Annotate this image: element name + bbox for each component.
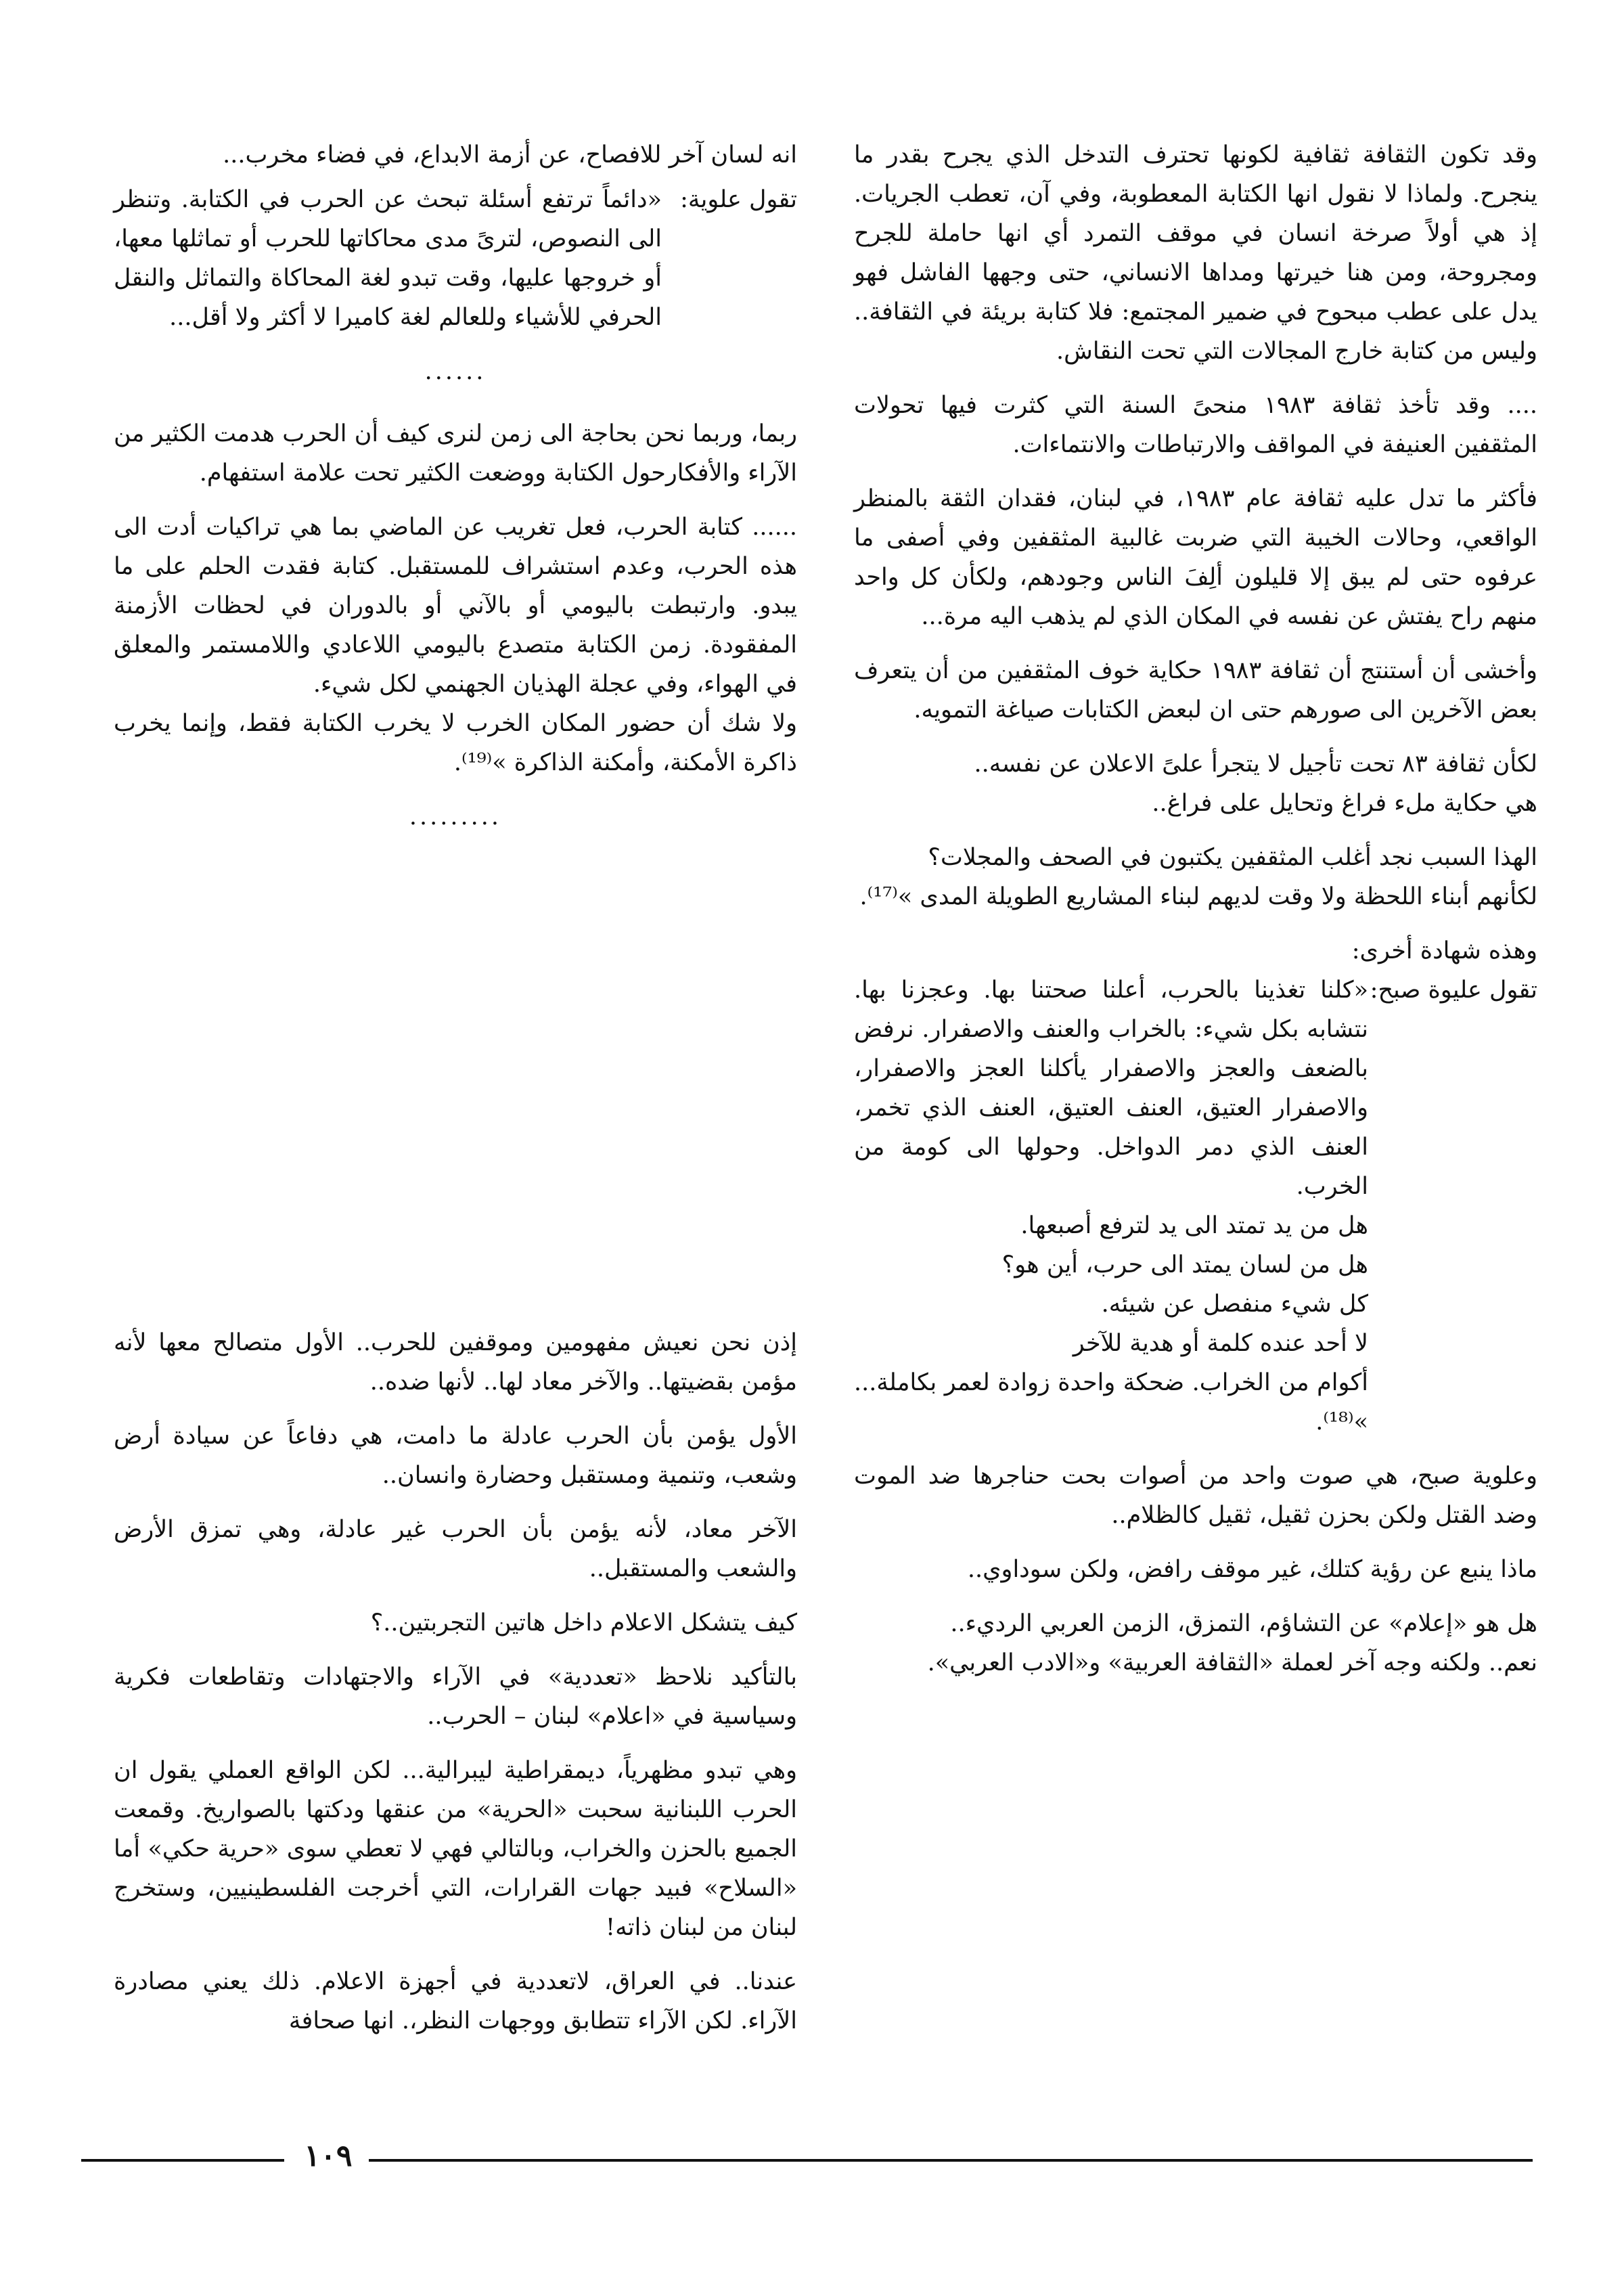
paragraph: لكأنهم أبناء اللحظة ولا وقت لديهم لبناء المشاريع الطويلة المدى »⁽¹⁷⁾. <box>859 883 1537 910</box>
quote-text <box>854 971 1368 1442</box>
paragraph: وأخشى أن أستنتج أن ثقافة ١٩٨٣ حكاية خوف المثقفين من أن يتعرف بعض الآخرين الى صورهم حتى ان لبعض الكتابات صياغة التمويه. <box>854 657 1537 723</box>
left-column-bottom <box>114 1323 797 2055</box>
left-column-top <box>114 135 797 860</box>
paragraph: ...... كتابة الحرب، فعل تغريب عن الماضي بما هي تراكيات أدت الى هذه الحرب، وعدم استشراف للمستقبل. كتابة فقدت الحلم على ما يبدو. وارتبطت باليومي أو بالآني أو بالدوران في لحظات الأزمنة المفقودة. زمن الكتابة متصدع باليومي اللاعادي واللامستمر والمعلق في الهواء، وفي عجلة الهذيان الجهنمي لكل شيء. <box>114 514 797 698</box>
paragraph: ربما، وربما نحن بحاجة الى زمن لنرى كيف أن الحرب هدمت الكثير من الآراء والأفكارحول الكتابة ووضعت الكثير تحت علامة استفهام. <box>114 420 797 487</box>
paragraph: الهذا السبب نجد أغلب المثقفين يكتبون في الصحف والمجلات؟ <box>928 844 1537 871</box>
paragraph: هل هو «إعلام» عن التشاؤم، التمزق، الزمن العربي الرديء.. <box>950 1610 1537 1637</box>
quote-block <box>854 971 1537 1442</box>
right-column <box>854 135 1537 1697</box>
page-number: ١٠٩ <box>304 2139 353 2173</box>
quote-block <box>114 180 797 337</box>
quote-line: «كلنا تغذينا بالحرب، أعلنا صحتنا بها. وعجزنا بها. نتشابه بكل شيء: بالخراب والعنف والاصفرار. نرفض بالضعف والعجز والاصفرار يأكلنا العجز والاصفرار، والاصفرار العتيق، العنف العتيق، العنف الذي تخمر، العنف الذي دمر الدواخل. وحولها الى كومة من الخرب. <box>854 977 1368 1200</box>
paragraph: إذن نحن نعيش مفهومين وموقفين للحرب.. الأول متصالح معها لأنه مؤمن بقضيتها.. والآخر معاد لها.. لأنها ضده.. <box>114 1329 797 1396</box>
paragraph: وعلوية صبح، هي صوت واحد من أصوات بحت حناجرها ضد الموت وضد القتل ولكن بحزن ثقيل، ثقيل كالظلام.. <box>854 1463 1537 1529</box>
paragraph: نعم.. ولكنه وجه آخر لعملة «الثقافة العربية» و«الادب العربي». <box>927 1649 1537 1676</box>
paragraph: بالتأكيد نلاحظ «تعددية» في الآراء والاجتهادات وتقاطعات فكرية وسياسية في «اعلام» لبنان – الحرب.. <box>114 1664 797 1730</box>
paragraph: وقد تكون الثقافة ثقافية لكونها تحترف التدخل الذي يجرح بقدر ما ينجرح. ولماذا لا نقول انها الكتابة المعطوبة، وفي آن، تعطب الجريات. إذ هي أولاً صرخة انسان في موقف التمرد أي انها حاملة للجرح ومجروحة، ومن هنا خيرتها ومداها الانساني، حتى وجهها الفاشل فهو يدل على عطب مبحوح في ضمير المجتمع: فلا كتابة بريئة في الثقافة.. وليس من كتابة خارج المجالات التي تحت النقاش. <box>854 141 1537 365</box>
quote-line: لا أحد عنده كلمة أو هدية للآخر <box>1073 1330 1368 1357</box>
quote-line: هل من لسان يمتد الى حرب، أين هو؟ <box>1001 1251 1368 1278</box>
quote-line: هل من يد تمتد الى يد لترفع أصبعها. <box>1020 1212 1368 1239</box>
paragraph: الآخر معاد، لأنه يؤمن بأن الحرب غير عادلة، وهي تمزق الأرض والشعب والمستقبل.. <box>114 1516 797 1582</box>
separator-dots: ...... <box>424 358 487 385</box>
paragraph: ولا شك أن حضور المكان الخرب لا يخرب الكتابة فقط، وإنما يخرب ذاكرة الأمكنة، وأمكنة الذاكرة »⁽¹⁹⁾. <box>114 710 797 776</box>
footer-rule-right <box>369 2159 1533 2162</box>
paragraph: هي حكاية ملء فراغ وتحايل على فراغ.. <box>1152 790 1537 817</box>
paragraph: وهي تبدو مظهرياً، ديمقراطية ليبرالية... لكن الواقع العملي يقول ان الحرب اللبنانية سحبت «الحرية» من عنقها ودكتها بالصواريخ. وقمعت الجميع بالحزن والخراب، وبالتالي فهي لا تعطي سوى «حرية حكي» أما «السلاح» فبيد جهات القرارات، التي أخرجت الفلسطينيين، وستخرج لبنان من لبنان ذاته! <box>114 1757 797 1941</box>
quote-speaker: تقول علوية: <box>680 186 797 213</box>
quote-line: أكوام من الخراب. ضحكة واحدة زوادة لعمر بكاملة... »⁽¹⁸⁾. <box>854 1369 1368 1435</box>
paragraph: .... وقد تأخذ ثقافة ١٩٨٣ منحىً السنة التي كثرت فيها تحولات المثقفين العنيفة في المواقف والارتباطات والانتماءات. <box>854 392 1537 458</box>
footer-rule-left <box>81 2159 284 2162</box>
line: لكأن ثقافة ٨٣ تحت تأجيل لا يتجرأ علىً الاعلان عن نفسه.. <box>974 751 1537 778</box>
paragraph: كيف يتشكل الاعلام داخل هاتين التجربتين..؟ <box>370 1609 797 1637</box>
paragraph: وهذه شهادة أخرى: <box>1351 937 1537 964</box>
separator-dots: ......... <box>409 803 502 830</box>
paragraph: فأكثر ما تدل عليه ثقافة عام ١٩٨٣، في لبنان، فقدان الثقة بالمنظر الواقعي، وحالات الخيبة التي ضربت غالبية المثقفين وفي أصفى ما عرفوه حتى لم يبق إلا قليلون ألِفَ الناس وجودهم، ولكأن كل واحد منهم راح يفتش عن نفسه في المكان الذي لم يذهب اليه مرة... <box>854 485 1537 630</box>
paragraph: الأول يؤمن بأن الحرب عادلة ما دامت، هي دفاعاً عن سيادة أرض وشعب، وتنمية ومستقبل وحضارة وانسان.. <box>114 1423 797 1489</box>
paragraph: انه لسان آخر للافصاح، عن أزمة الابداع، في فضاء مخرب... <box>223 141 797 169</box>
quote-text: «دائماً ترتفع أسئلة تبحث عن الحرب في الكتابة. وتنظر الى النصوص، لترىً مدى محاكاتها للحرب أو تماثلها معها، أو خروجها عليها، وقت تبدو لغة المحاكاة والتماثل والنقل الحرفي للأشياء وللعالم لغة كاميرا لا أكثر ولا أقل... <box>114 186 662 331</box>
paragraph <box>854 744 1537 784</box>
quote-line: كل شيء منفصل عن شيئه. <box>1101 1291 1368 1318</box>
paragraph: عندنا.. في العراق، لاتعددية في أجهزة الاعلام. ذلك يعني مصادرة الآراء. لكن الآراء تتطابق ووجهات النظر،. انها صحافة <box>114 1968 797 2034</box>
paragraph: ماذا ينبع عن رؤية كتلك، غير موقف رافض، ولكن سوداوي.. <box>967 1556 1537 1583</box>
quote-speaker: تقول عليوة صبح: <box>1370 977 1537 1004</box>
